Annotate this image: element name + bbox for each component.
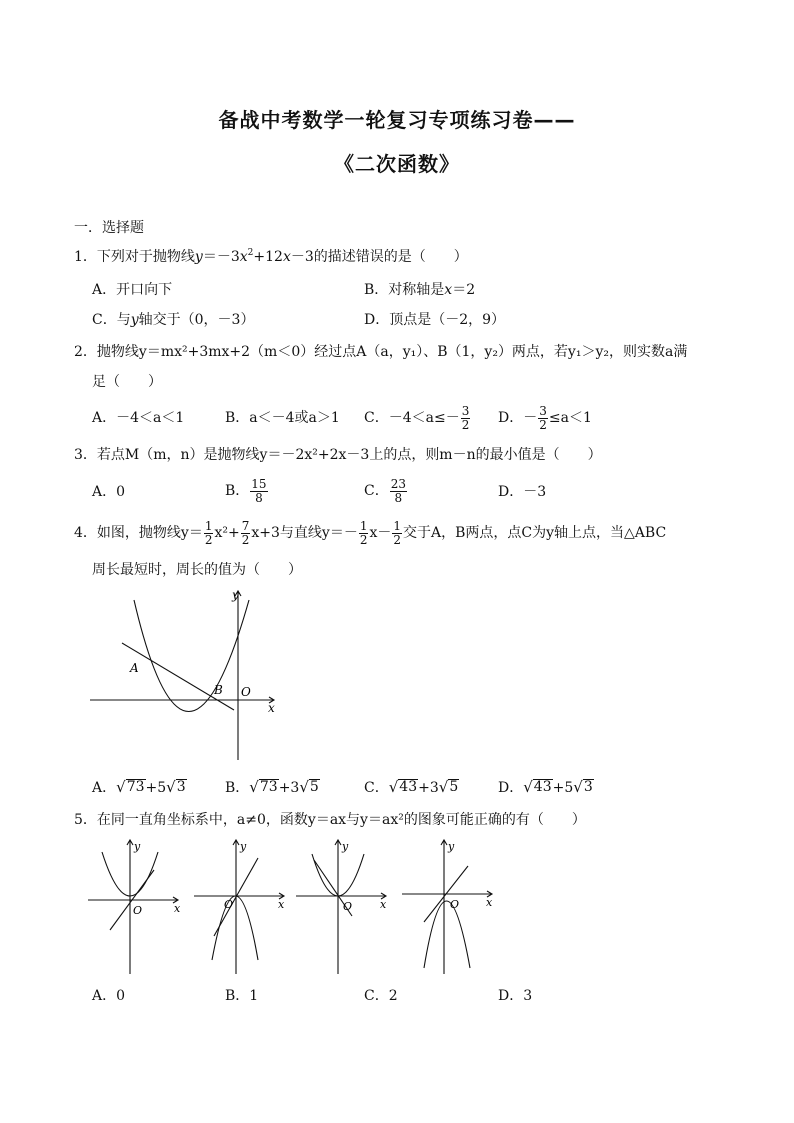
- q4-parabola: [134, 600, 249, 712]
- q3-option-c: C． $\frac{23}{8}$: [364, 476, 406, 505]
- q4-figure: [86, 588, 286, 763]
- question-5: 5．在同一直角坐标系中，a≠0，函数y＝ax与y＝ax²的图象可能正确的有（ ）: [74, 812, 586, 828]
- q5c-y-label: y: [342, 840, 349, 853]
- question-4: 4．如图，抛物线y＝ $\frac{1}{2}$ x²+ $\frac{7}{2}$ x+3与直线y＝－ $\frac{1}{2}$ x－ $\frac{1}{2}$ 交于A，B两点，点C为y轴上点，当△ABC: [74, 518, 667, 547]
- q5b-y-label: y: [240, 840, 247, 853]
- q5a-y-label: y: [134, 840, 141, 853]
- q4-point-a-label: A: [130, 661, 139, 675]
- q5a-origin-label: O: [133, 904, 143, 917]
- q3-number: 3．: [74, 447, 97, 463]
- q5d-parabola: [424, 901, 470, 968]
- q4-option-b: B． √ 73 +3 √ 5: [225, 778, 319, 796]
- q5-graph-b: [192, 836, 292, 976]
- q5b-x-label: x: [278, 898, 285, 911]
- q5-graph-a: [86, 836, 186, 976]
- q2-option-d: D．－ $\frac{3}{2}$ ≤a＜1: [498, 403, 592, 432]
- q1-option-d: D．顶点是（－2，9）: [364, 312, 506, 328]
- q4-option-d: D． √ 43 +5 √ 3: [498, 778, 593, 796]
- section-heading: 一．选择题: [74, 220, 144, 236]
- q5-graph-d: [400, 836, 500, 976]
- q1-number: 1．: [74, 249, 97, 265]
- question-3: 3．若点M（m，n）是抛物线y＝－2x²+2x－3上的点，则m－n的最小值是（ ）: [74, 447, 602, 463]
- q5b-origin-label: O: [224, 898, 234, 911]
- q3-option-a: A．0: [92, 484, 126, 500]
- doc-title-line1: 备战中考数学一轮复习专项练习卷——: [218, 108, 576, 132]
- q5-option-a: A．0: [92, 988, 126, 1004]
- q5c-x-label: x: [380, 898, 387, 911]
- q5d-y-label: y: [448, 840, 455, 853]
- q5d-x-label: x: [486, 896, 493, 909]
- q4-x-label: x: [268, 701, 275, 715]
- q1-option-b: B．对称轴是x＝2: [364, 282, 476, 298]
- q4-point-b-label: B: [214, 683, 223, 697]
- q5-option-c: C．2: [364, 988, 398, 1004]
- q1-option-c: C．与y轴交于（0，－3）: [92, 312, 255, 328]
- q2-option-c: C．－4＜a≤－ $\frac{3}{2}$: [364, 403, 470, 432]
- q5a-x-label: x: [174, 902, 181, 915]
- q5-option-d: D．3: [498, 988, 533, 1004]
- q4-option-c: C． √ 43 +3 √ 5: [364, 778, 459, 796]
- q5-number: 5．: [74, 812, 97, 828]
- question-4-cont: 周长最短时，周长的值为（ ）: [92, 562, 302, 578]
- question-1: 1．下列对于抛物线$y=-3x^2+12x-3$的描述错误的是（ ）: [74, 248, 468, 265]
- q5-option-b: B．1: [225, 988, 259, 1004]
- q3-option-b: B． $\frac{15}{8}$: [225, 476, 267, 505]
- question-2: 2．抛物线y＝mx²+3mx+2（m＜0）经过点A（a，y₁）、B（1，y₂）两点，若y₁＞y₂，则实数a满: [74, 344, 688, 360]
- doc-title-line2: 《二次函数》: [334, 152, 460, 176]
- q2-option-b: B．a＜－4或a＞1: [225, 410, 340, 426]
- q2-option-a: A．－4＜a＜1: [92, 410, 185, 426]
- q4-origin-label: O: [241, 685, 251, 699]
- q5-graph-c: [294, 836, 394, 976]
- q5c-origin-label: O: [343, 900, 353, 913]
- q3-option-d: D．－3: [498, 484, 547, 500]
- q4-y-label: y: [232, 588, 239, 602]
- q2-number: 2．: [74, 344, 97, 360]
- q5d-origin-label: O: [450, 898, 460, 911]
- q1-option-a: A．开口向下: [92, 282, 173, 298]
- question-2-cont: 足（ ）: [92, 374, 162, 390]
- q4-option-a: A． √ 73 +5 √ 3: [92, 778, 186, 796]
- q4-number: 4．: [74, 525, 97, 541]
